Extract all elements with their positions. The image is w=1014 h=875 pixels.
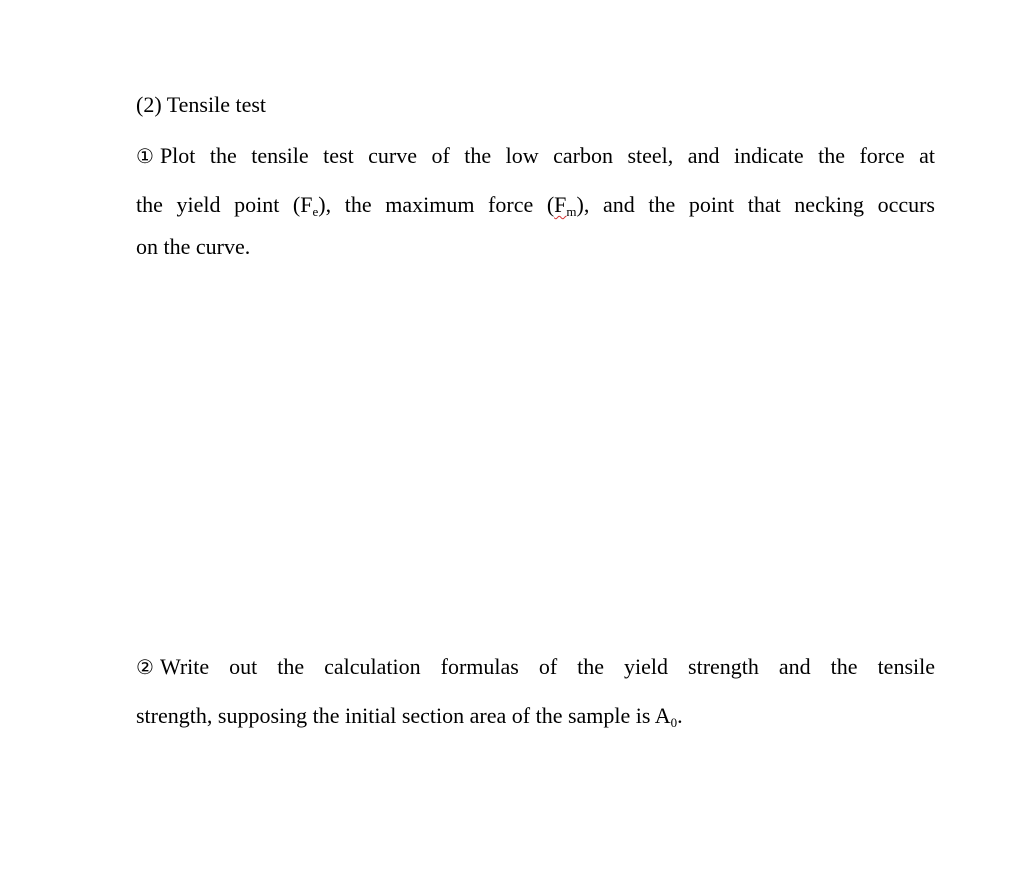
- item2-circled-number: ②: [136, 655, 154, 679]
- item1-fm-subscript: m: [566, 204, 577, 219]
- item1-line2: [136, 190, 935, 227]
- item1-line2-pre: the yield point (F: [136, 192, 313, 217]
- item2-line1-text: Write out the calculation formulas of the yield strength and the tensile: [159, 654, 935, 679]
- item2-line2-end: .: [677, 703, 683, 728]
- item1-line2-mid: ), the maximum force (: [318, 192, 555, 217]
- item1-fm-letter: F: [554, 192, 567, 217]
- item1-line2-sub-e: e: [312, 204, 319, 219]
- item2-line2-sub: 0: [670, 715, 678, 730]
- item1-circled-number: ①: [136, 144, 154, 168]
- item1-line2-post: ), and the point that necking occurs: [576, 192, 935, 217]
- item2-line2: [136, 701, 935, 738]
- section-heading: (2) Tensile test: [136, 92, 267, 117]
- item2-line2-text: strength, supposing the initial section area of the sample is A: [136, 703, 671, 728]
- item1-line3: on the curve.: [136, 234, 251, 259]
- item2-line1: [136, 652, 935, 682]
- item1-fm-symbol: [554, 192, 576, 217]
- item1-line1: [136, 141, 935, 171]
- item1-line1-text: Plot the tensile test curve of the low carbon steel, and indicate the force at: [159, 143, 935, 168]
